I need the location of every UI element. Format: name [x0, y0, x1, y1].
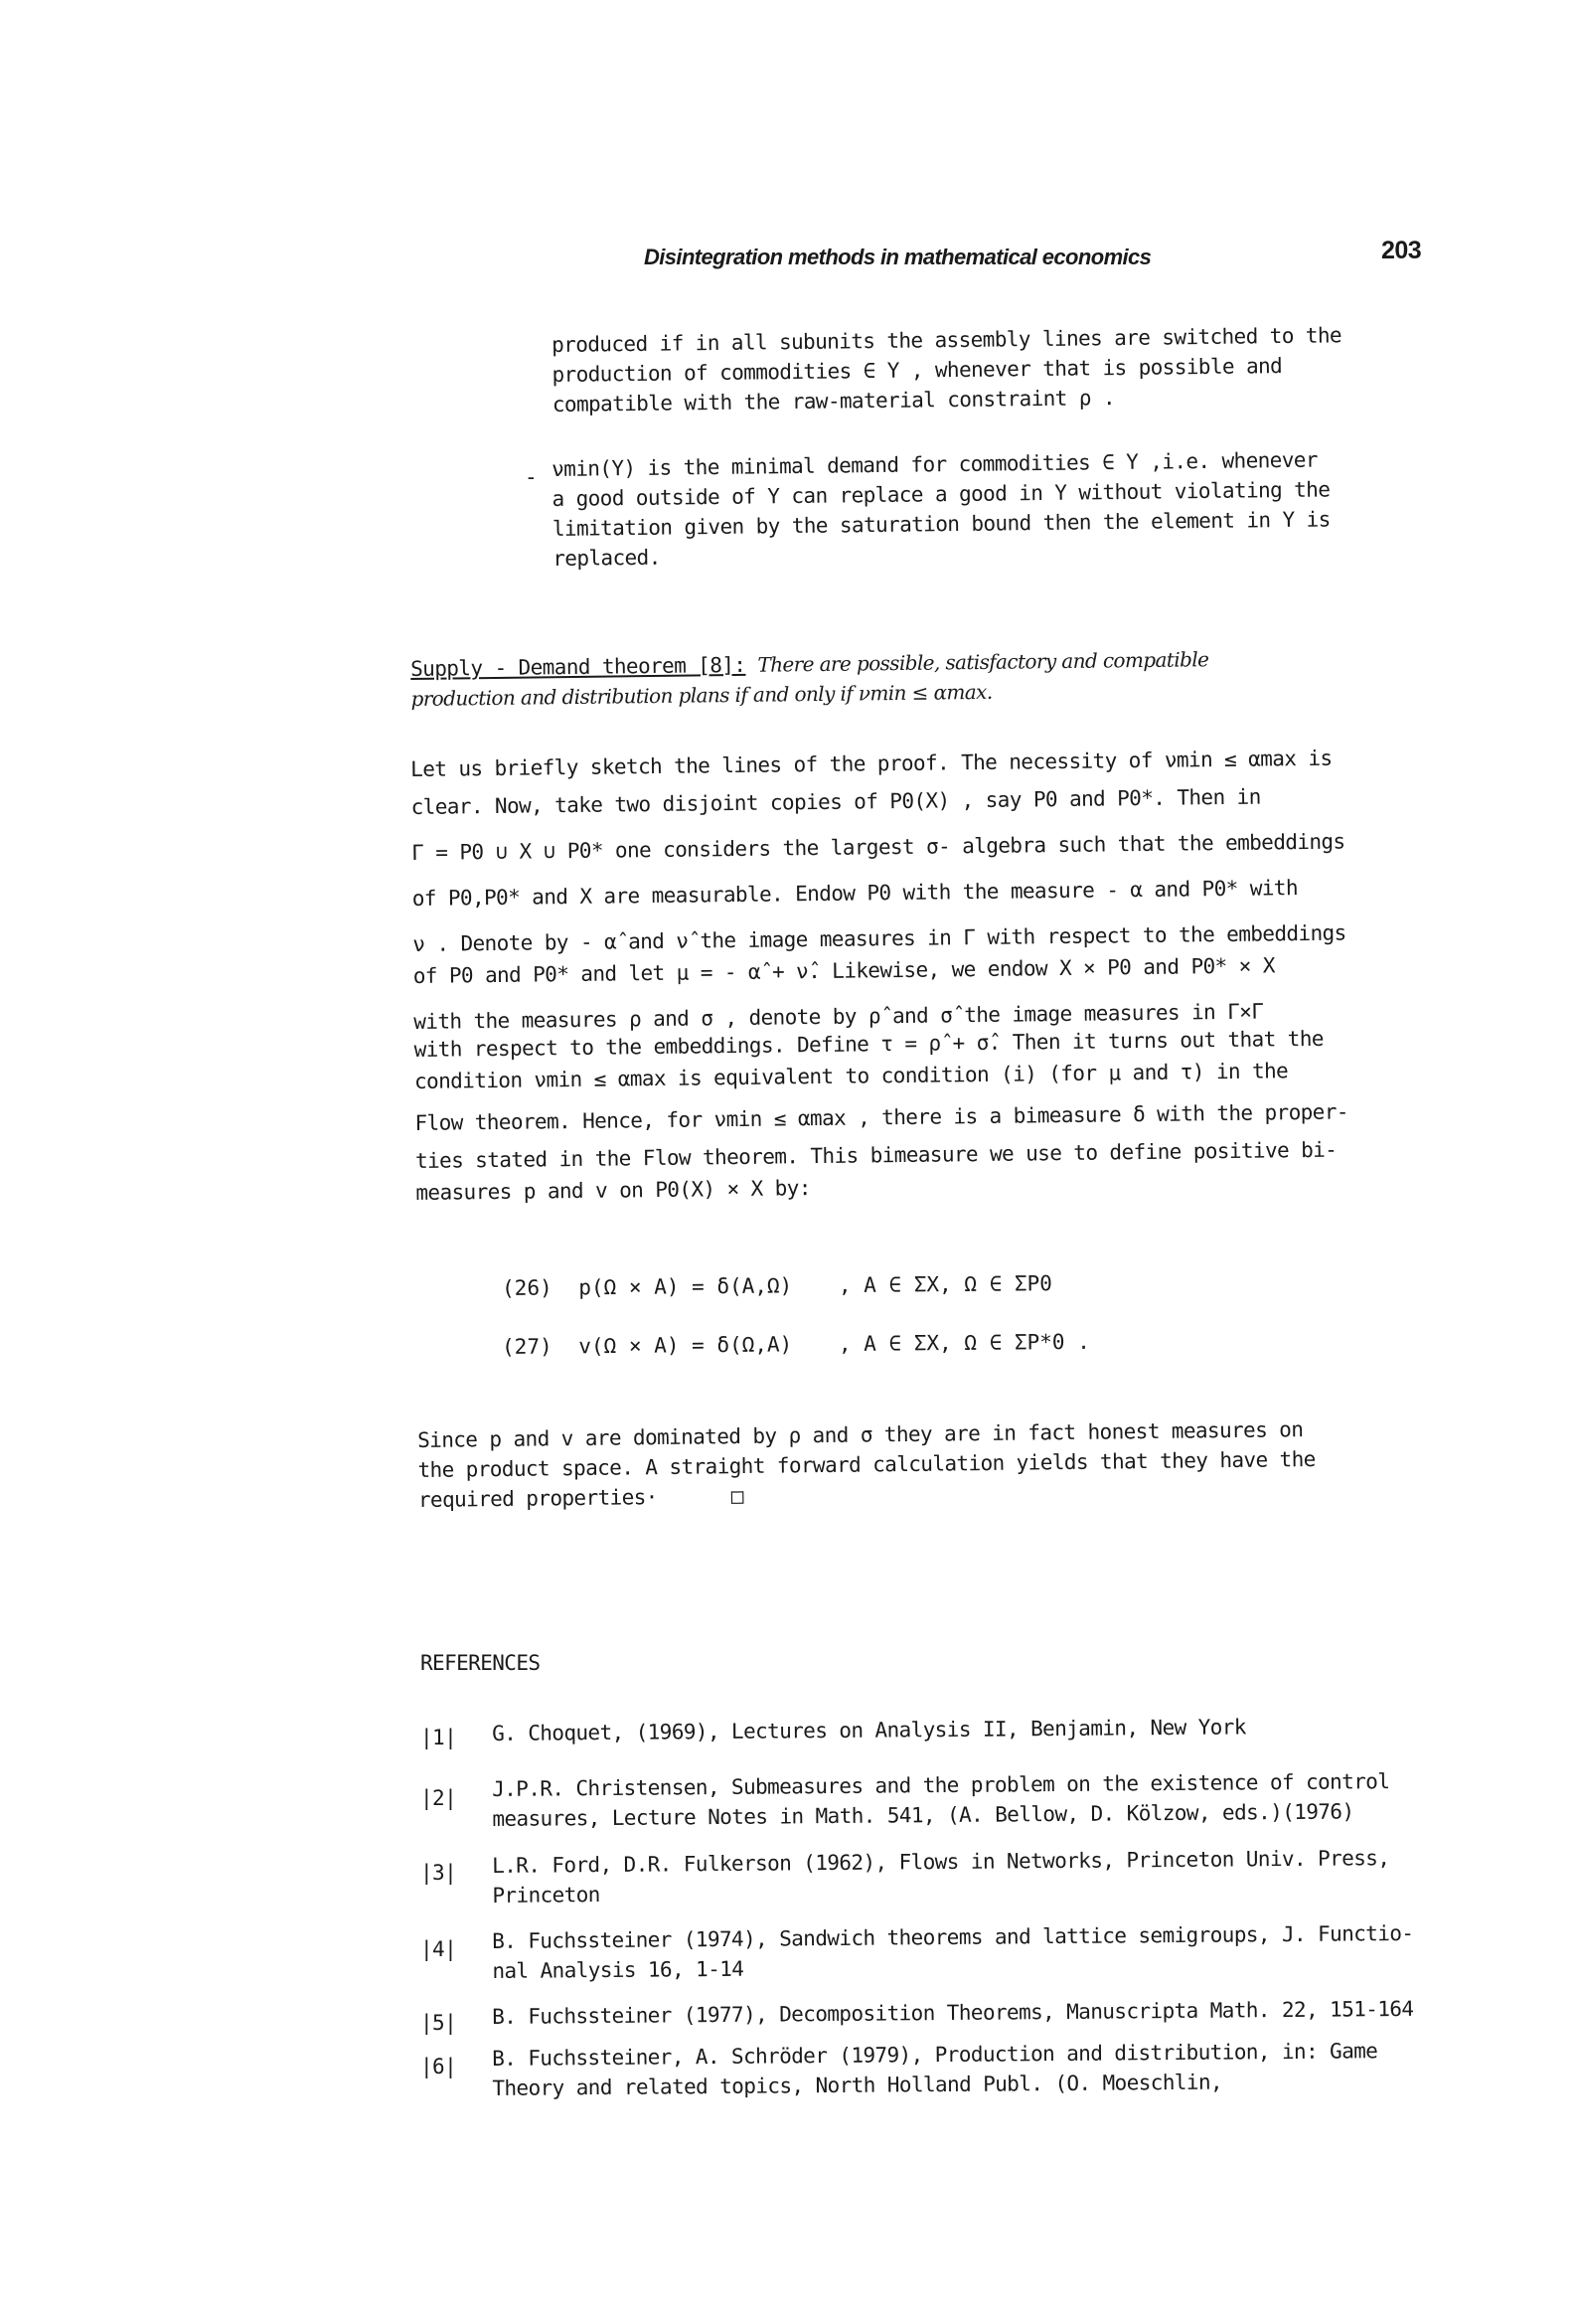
- text-line: produced if in all subunits the assembly lines are switched to the: [552, 323, 1342, 357]
- text-line: B. Fuchssteiner (1974), Sandwich theorems and lattice semigroups, J. Functio-: [492, 1920, 1414, 1953]
- equation-condition: , A ∈ ΣX, Ω ∈ ΣP0: [838, 1271, 1052, 1298]
- text-line: J.P.R. Christensen, Submeasures and the problem on the existence of control: [492, 1769, 1390, 1801]
- reference-text: [492, 1918, 1414, 1986]
- equation-lhs: p(Ω × A) = δ(A,Ω): [578, 1273, 793, 1300]
- reference-number: |3|: [420, 1861, 457, 1885]
- text-line: limitation given by the saturation bound then the element in Y is: [552, 507, 1331, 541]
- text-line: ties stated in the Flow theorem. This bimeasure we use to define positive bi-: [414, 1137, 1338, 1173]
- reference-text: [492, 2036, 1378, 2103]
- proof-paragraph: [410, 743, 1349, 1209]
- reference-text: [492, 1994, 1414, 2032]
- text-line: a good outside of Y can replace a good in Y without violating the: [552, 477, 1331, 511]
- references-heading: REFERENCES: [420, 1651, 541, 1675]
- text-line: compatible with the raw-material constraint ρ .: [552, 386, 1116, 416]
- reference-number: |6|: [420, 2055, 457, 2078]
- text-line: B. Fuchssteiner, A. Schröder (1979), Production and distribution, in: Game: [492, 2039, 1378, 2071]
- text-line: production of commodities ∈ Y , whenever that is possible and: [552, 354, 1283, 387]
- reference-number: |5|: [420, 2011, 457, 2035]
- reference-text: [492, 1843, 1390, 1910]
- text-line: ν . Denote by - α̂ and ν̂ the image measures in Γ with respect to the embeddings: [412, 920, 1346, 956]
- text-line: nal Analysis 16, 1-14: [492, 1956, 744, 1983]
- text-line: νmin(Y) is the minimal demand for commodities ∈ Y ,i.e. whenever: [552, 447, 1319, 481]
- equation-26: [502, 1271, 1052, 1300]
- reference-number: |1|: [420, 1726, 457, 1749]
- page-number: 203: [1381, 237, 1422, 264]
- text-line: clear. Now, take two disjoint copies of P0(X) , say P0 and P0*. Then in: [410, 784, 1261, 819]
- text-line: with the measures ρ and σ , denote by ρ̂ and σ̂ the image measures in Γ×Γ: [413, 999, 1264, 1034]
- reference-number: |2|: [420, 1786, 457, 1810]
- reference-number: |4|: [420, 1937, 457, 1961]
- equation-lhs: v(Ω × A) = δ(Ω,A): [578, 1332, 793, 1359]
- text-line: of P0 and P0* and let μ = - α̂ + ν̂. Likewise, we endow X × P0 and P0* × X: [412, 953, 1275, 988]
- qed-box: □: [730, 1484, 744, 1509]
- closing-paragraph: [417, 1414, 1316, 1515]
- text-line: Γ = P0 ∪ X ∪ P0* one considers the largest σ- algebra such that the embeddings: [411, 829, 1345, 865]
- equation-condition: , A ∈ ΣX, Ω ∈ ΣP*0 .: [838, 1329, 1090, 1357]
- theorem-statement-1: There are possible, satisfactory and compatible: [757, 647, 1209, 677]
- text-line: condition νmin ≤ αmax is equivalent to condition (i) (for μ and τ) in the: [413, 1059, 1289, 1093]
- text-line: Since p and v are dominated by ρ and σ they are in fact honest measures on: [417, 1417, 1304, 1452]
- text-line: Theory and related topics, North Holland Publ. (O. Moeschlin,: [492, 2070, 1223, 2100]
- bullet-item: [552, 444, 1331, 574]
- reference-text: [492, 1712, 1246, 1748]
- text-line: the product space. A straight forward calculation yields that they have the: [417, 1446, 1316, 1482]
- text-line: replaced.: [552, 545, 661, 571]
- running-header-title: Disintegration methods in mathematical economics: [644, 245, 1152, 269]
- text-line: Princeton: [492, 1883, 600, 1908]
- text-line: Let us briefly sketch the lines of the proof. The necessity of νmin ≤ αmax is: [410, 746, 1333, 781]
- theorem: [410, 644, 1209, 714]
- text-line: B. Fuchssteiner (1977), Decomposition Theorems, Manuscripta Math. 22, 151-164: [492, 1996, 1414, 2029]
- theorem-statement-2: production and distribution plans if and only if νmin ≤ αmax.: [410, 679, 993, 711]
- text-line: Flow theorem. Hence, for νmin ≤ αmax , there is a bimeasure δ with the proper-: [414, 1099, 1348, 1135]
- text-line: of P0,P0* and X are measurable. Endow P0 with the measure - α and P0* with: [411, 876, 1299, 911]
- equation-label: (26): [502, 1275, 552, 1300]
- text-line: with respect to the embeddings. Define τ = ρ̂ + σ̂. Then it turns out that the: [413, 1026, 1325, 1062]
- text-line-content: required properties·: [417, 1485, 658, 1512]
- top-block: [552, 320, 1342, 419]
- theorem-label: Supply - Demand theorem [8]:: [410, 652, 746, 681]
- bullet-mark: -: [525, 465, 538, 489]
- text-line: measures, Lecture Notes in Math. 541, (A. Bellow, D. Kölzow, eds.)(1976): [492, 1799, 1354, 1831]
- text-line: measures p and v on P0(X) × X by:: [415, 1176, 811, 1205]
- equation-27: [502, 1330, 1090, 1359]
- text-line: L.R. Ford, D.R. Fulkerson (1962), Flows in Networks, Princeton Univ. Press,: [492, 1846, 1390, 1878]
- equation-label: (27): [502, 1334, 552, 1359]
- text-line: G. Choquet, (1969), Lectures on Analysis II, Benjamin, New York: [492, 1715, 1246, 1745]
- reference-text: [492, 1766, 1390, 1834]
